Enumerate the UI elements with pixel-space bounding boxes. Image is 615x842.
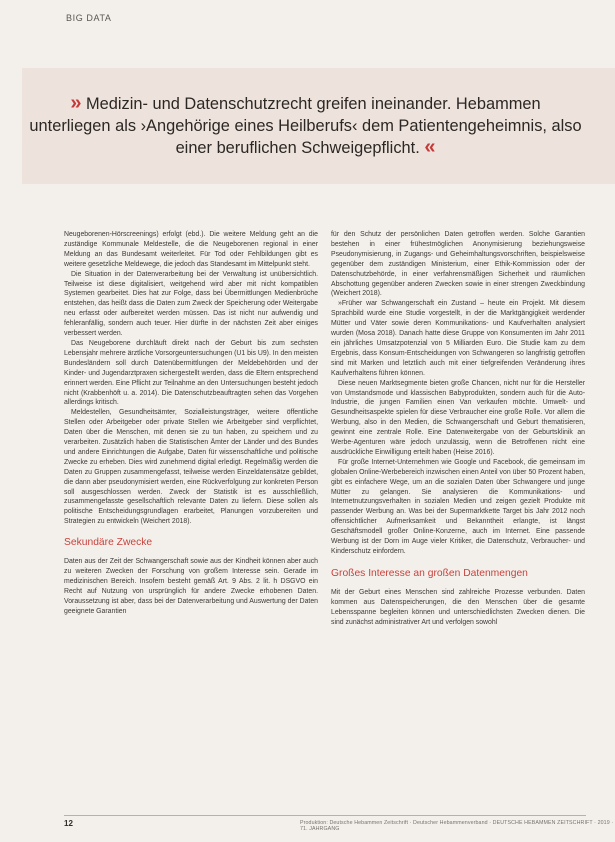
section-label: BIG DATA — [66, 13, 112, 23]
pull-quote — [28, 93, 583, 160]
left-paragraph: Das Neugeborene durchläuft direkt nach der Geburt bis zum sechsten Lebensjahr mehrere ärztliche Vorsorgeuntersuchungen (U1 bis U9). In den meisten Bundesländern soll durch Datenübermittlungen der Meldebehörden und der Kinder- und Jugendarztpraxen sichergestellt werden, dass die Eltern entsprechend erinnert werden. Eine Pflicht zur Teilnahme an den Untersuchungen besteht jedoch nicht (Krabbenhöft u. a. 2014). Die Datenschutzbeauftragten sehen das Vorgehen allerdings kritisch. — [64, 339, 318, 407]
right-paragraph: »Früher war Schwangerschaft ein Zustand – heute ein Projekt. Mit diesem Sprachbild wurde eine Studie vorgestellt, in der die Marktgängigkeit werdender Mütter und Väter sowie deren Kommunikations- und Kaufverhalten analysiert wurden (Mosa 2018). Danach hatte diese Gruppe von Konsumenten im Jahr 2011 ein jährliches Umsatzpotenzial von 5 Milliarden Euro. Die Studie kam zu dem Ergebnis, dass Konsum-Entscheidungen von Schwangeren so langfristig getroffen sind mit Marken und letztlich auch mit einer tiefgreifenden Veränderung ihres Kaufverhaltens führen können. — [331, 300, 585, 377]
quote-open-mark: » — [70, 92, 82, 114]
right-paragraph: Für große Internet-Unternehmen wie Google und Facebook, die gemeinsam im globalen Online-Werbebereich inzwischen einen Anteil von über 50 Prozent haben, gibt es einfachere Wege, um an die sozialen Daten über Schwangere und junge Mütter zu gelangen. Sie analysieren die Kommunikations- und Internetnutzungsverhalten in sozialen Medien und zeigen gezielt Produkte mit passender Werbung an. Was bei der Supermarktkette Target bis Jahr 2012 noch offensichtlicher Aufmerksamkeit und Bekanntheit erlangte, ist längst Geschäftsmodell großer Online-Konzerne, auch im Internet. Eine passende Werbung ist der Dorn im Auge vieler Kritiker, die Datenschutz, Verbraucher- und Kinderschutz einfordern. — [331, 458, 585, 555]
quote-close-mark: « — [424, 136, 436, 158]
right-paragraph: für den Schutz der persönlichen Daten getroffen werden. Solche Garantien bestehen in einer frühestmöglichen Anonymisierung beziehungsweise Pseudonymisierung, in Zugangs- und Geheimhaltungsvorschriften, beispielsweise gegenüber dem zuständigen Ministerium, einer Ethik-Kommission oder der Datenschutzbehörde, in einer verfahrensmäßigen Sicherheit und räumlichen Abschottung gegenüber anderen Zwecken sowie in einer strengen Zweckbindung (Weichert 2018). — [331, 231, 585, 298]
left-column — [64, 230, 318, 617]
footer-divider — [64, 815, 586, 816]
pull-quote-text: Medizin- und Datenschutzrecht greifen ineinander. Hebammen unterliegen als ›Angehörige eines Heilberufs‹ dem Patientengeheimnis, also einer beruflichen Schweigepflicht. — [29, 95, 582, 157]
left-paragraph: Neugeborenen-Hörscreenings) erfolgt (ebd.). Die weitere Meldung geht an die zuständige Kommunale Meldestelle, die die Neugeborenen regional in einer Meldung an das Bundesamt weiterleitet. Für Tod oder Fehlbildungen gibt es weitere gesetzliche Meldewege, die jedoch das Standesamt im Mittelpunkt steht. — [64, 231, 318, 268]
page-number: 12 — [64, 819, 73, 828]
right-paragraph: Mit der Geburt eines Menschen sind zahlreiche Prozesse verbunden. Daten kommen aus Datenspeicherungen, die den Menschen über die gesamte Lebensspanne begleiten können und unterschiedlichsten Zwecken dienen. Die sind zunächst administrativer Art und verfolgen sowohl — [331, 588, 585, 626]
left-subheading: Sekundäre Zwecke — [64, 537, 153, 549]
left-paragraph: Daten aus der Zeit der Schwangerschaft sowie aus der Kindheit können aber auch zu weiteren Zwecken der Forschung von großem Interesse sein. Gerade im medizinischen Bereich. Insofern besteht gemäß Art. 9 Abs. 2 lit. h DSGVO ein Recht auf Nutzung von ursprünglich für andere Zwecke erhobenen Daten. Voraussetzung ist aber, dass bei der Datenverarbeitung und Auswertung der Daten geeignete Garantien — [64, 558, 318, 615]
footer-citation: Produktion: Deutsche Hebammen Zeitschrift · Deutscher Hebammenverband · DEUTSCHE HEBAMMEN ZEITSCHRIFT · 2019 · 71. JAHRGANG — [300, 820, 614, 832]
right-column — [331, 230, 585, 628]
left-paragraph: Meldestellen, Gesundheitsämter, Sozialleistungsträger, weitere öffentliche Stellen oder Arbeitgeber oder private Stellen wie Arbeitgeber sind verpflichtet, Daten über die Menschen, mit denen sie zu tun haben, zu speichern und zu verarbeiten. Zusätzlich haben die Statistischen Ämter der Länder und des Bundes und andere Einrichtungen die Aufgabe, Daten für wissenschaftliche und politische Zwecke zu erheben. Dies wird zunehmend digital erledigt. Regelmäßig werden die Daten zu Gruppen zusammengefasst, teilweise werden Einzeldatensätze gebildet, die dann aber pseudonymisiert werden, eine Rückverfolgung zur konkreten Person soll ausgeschlossen werden. Zweck der Statistik ist es ausschließlich, zusammengefasste gesellschaftlich relevante Daten zu liefern. Diese sollen als politische Entscheidungsgrundlagen erarbeitet, Planungen vorzubereiten und Strategien zu entwickeln (Weichert 2018). — [64, 409, 318, 526]
left-paragraph: Die Situation in der Datenverarbeitung bei der Verwaltung ist unübersichtlich. Teilweise ist diese digitalisiert, weitgehend wird aber mit nicht kompatiblen Systemen gearbeitet. Dies hat zur Folge, dass bei Übermittlungen Medienbrüche entstehen, das heißt dass die Daten zum Zweck der Speicherung oder Weitergabe neu erfasst oder aufbereitet werden müssen. Das ist nicht nur aufwendig und fehleranfällig, sondern auch teuer. Hier dürfte in der nächsten Zeit aber einiges verbessert werden. — [64, 270, 318, 338]
right-subheading: Großes Interesse an großen Datenmengen — [331, 567, 528, 579]
right-paragraph: Diese neuen Marktsegmente bieten große Chancen, nicht nur für die Hersteller von Umstandsmode und klassischen Babyprodukten, sondern auch für die Auto-Industrie, die jungen Familien einen Van verkaufen möchte. Umwelt- und Gesundheitsaspekte spielen für diese Verbraucher eine große Rolle. Vor allem die Werbung, also in den Medien, die Schwangerschaft und Geburt thematisieren, gewinnt eine zentrale Rolle. Eine Datenweitergabe von der Geburtsklinik an Werbe-Agenturen wäre jedoch unzulässig, wenn die Betroffenen nicht eine ausdrückliche Einwilligung erteilt haben (Heise 2016). — [331, 379, 585, 456]
